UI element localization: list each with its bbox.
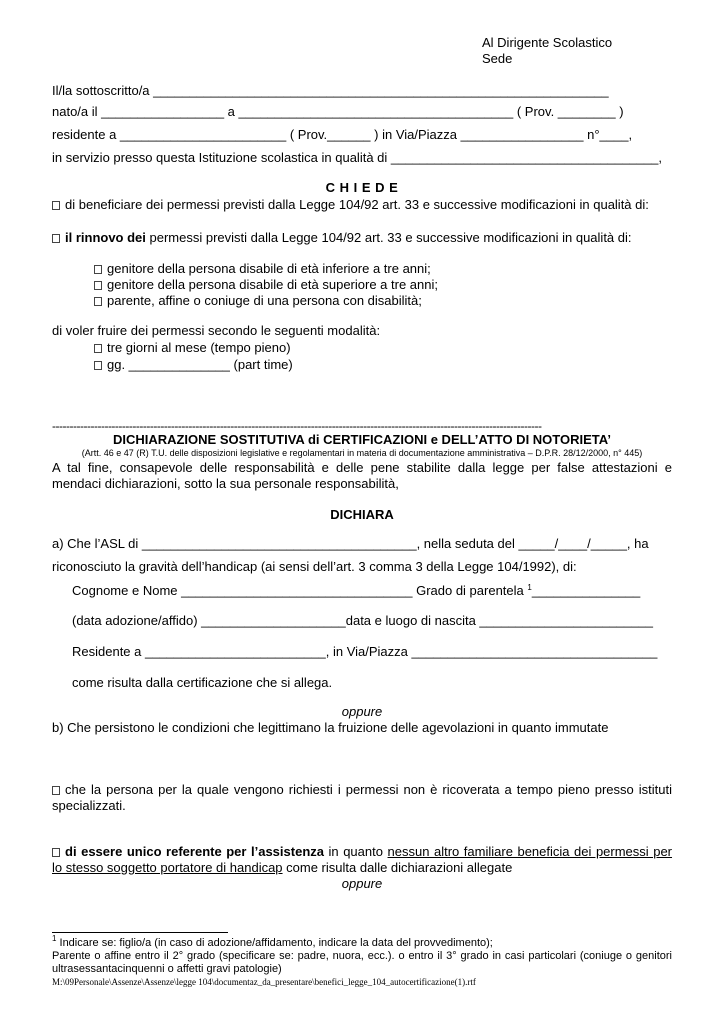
footnote-marker: 1 [52,934,57,943]
checkbox-icon[interactable] [52,786,60,795]
chiede-option-renewal-label: permessi previsti dalla Legge 104/92 art. 33 e successive modificazioni in qualità di: [145,230,632,245]
dashed-separator: -------------------------------------------------------------------------------------------------------------------------------------------- [52,419,542,433]
unico-referente-bold: di essere unico referente per l’assistenza [65,844,324,859]
chiede-option-benefit-label: di beneficiare dei permessi previsti dalla Legge 104/92 art. 33 e successive modificazioni in qualità di: [65,197,649,212]
footnote-ref: 1 [527,583,532,592]
cognome-nome-label: Cognome e Nome ________________________________ Grado di parentela [72,583,528,598]
checkbox-icon[interactable] [52,201,60,210]
checkbox-icon[interactable] [94,297,102,306]
handicap-recognition-line: riconosciuto la gravità dell’handicap (ai sensi dell’art. 3 comma 3 della Legge 104/1992), di: [52,559,577,574]
role-option-label: genitore della persona disabile di età superiore a tre anni; [107,277,438,292]
modality-intro: di voler fruire dei permessi secondo le seguenti modalità: [52,323,381,338]
ricoverata-option[interactable] [52,782,672,814]
condizioni-immutate-line: b) Che persistono le condizioni che legittimano la fruizione delle agevolazioni in quanto immutate [52,720,609,735]
asl-line[interactable]: a) Che l’ASL di ______________________________________, nella seduta del _____/____/_____, ha [52,536,649,551]
role-option-3[interactable] [94,293,422,309]
footnote [52,934,672,976]
declaration-intro: A tal fine, consapevole delle responsabilità e delle pene stabilite dalla legge per false attestazioni e mendaci dichiarazioni, sotto la sua personale responsabilità, [52,460,672,491]
grado-parentela-field[interactable]: _______________ [531,583,641,598]
footnote-line-2: Parente o affine entro il 2° grado (specificare se: padre, nuora, ecc.). o entro il 3° grado in casi particolari (coniuge o genitori ultrasessantacinquenni o affetti gravi patologie) [52,950,672,975]
oppure-separator-2: oppure [341,876,383,891]
checkbox-icon[interactable] [94,281,102,290]
modality-option-2[interactable] [94,357,293,373]
unico-referente-underlined: nessun altro familiare beneficia dei permessi per lo stesso soggetto portatore di handicap [52,844,673,875]
chiede-option-benefit[interactable] [52,197,649,213]
declaration-title: DICHIARAZIONE SOSTITUTIVA di CERTIFICAZIONI e DELL’ATTO DI NOTORIETA’ [112,432,612,447]
footnote-rule [52,932,228,933]
role-option-label: parente, affine o coniuge di una persona con disabilità; [107,293,422,308]
oppure-separator: oppure [341,704,383,719]
certificazione-note: come risulta dalla certificazione che si allega. [72,675,333,690]
residente-via-line[interactable]: Residente a _________________________, in Via/Piazza __________________________________ [72,644,658,659]
role-option-1[interactable] [94,261,431,277]
ricoverata-label: che la persona per la quale vengono richiesti i permessi non è ricoverata a tempo pieno presso istituti specializzati. [52,782,672,813]
cognome-nome-line[interactable] [72,583,640,599]
file-path: M:\09Personale\Assenze\Assenze\legge 104\documentaz_da_presentare\benefici_legge_104_autocertificazione(1).rtf [52,977,476,987]
applicant-name-line[interactable]: Il/la sottoscritto/a _______________________________________________________________ [52,83,609,98]
role-option-2[interactable] [94,277,438,293]
adozione-nascita-line[interactable]: (data adozione/affido) ____________________data e luogo di nascita ________________________ [72,613,653,628]
dichiara-heading: DICHIARA [330,507,394,522]
applicant-birth-line[interactable]: nato/a il _________________ a ______________________________________ ( Prov. ________ ) [52,104,624,119]
applicant-service-line[interactable]: in servizio presso questa Istituzione scolastica in qualità di _____________________________________, [52,150,663,165]
checkbox-icon[interactable] [52,234,60,243]
checkbox-icon[interactable] [94,265,102,274]
chiede-option-renewal[interactable] [52,230,632,246]
recipient-sede: Sede [482,51,513,66]
modality-option-1[interactable] [94,340,291,356]
footnote-line-1: Indicare se: figlio/a (in caso di adozione/affidamento, indicare la data del provvedimento); [56,937,493,949]
recipient-title: Al Dirigente Scolastico [482,35,613,50]
role-option-label: genitore della persona disabile di età inferiore a tre anni; [107,261,431,276]
checkbox-icon[interactable] [52,848,60,857]
unico-referente-mid: in quanto [324,844,388,859]
unico-referente-tail: come risulta dalle dichiarazioni allegate [282,860,513,875]
chiede-heading: C H I E D E [325,180,399,195]
unico-referente-option[interactable] [52,844,672,876]
applicant-residence-line[interactable]: residente a _______________________ ( Prov.______ ) in Via/Piazza _________________ n°____, [52,127,633,142]
modality-option-label: gg. ______________ (part time) [107,357,293,372]
checkbox-icon[interactable] [94,361,102,370]
modality-option-label: tre giorni al mese (tempo pieno) [107,340,291,355]
declaration-subtitle: (Artt. 46 e 47 (R) T.U. delle disposizioni legislative e regolamentari in materia di documentazione amministrativa – D.P.R. 28/12/2000, n° 445) [81,448,643,458]
checkbox-icon[interactable] [94,344,102,353]
chiede-option-renewal-bold: il rinnovo dei [65,230,146,245]
